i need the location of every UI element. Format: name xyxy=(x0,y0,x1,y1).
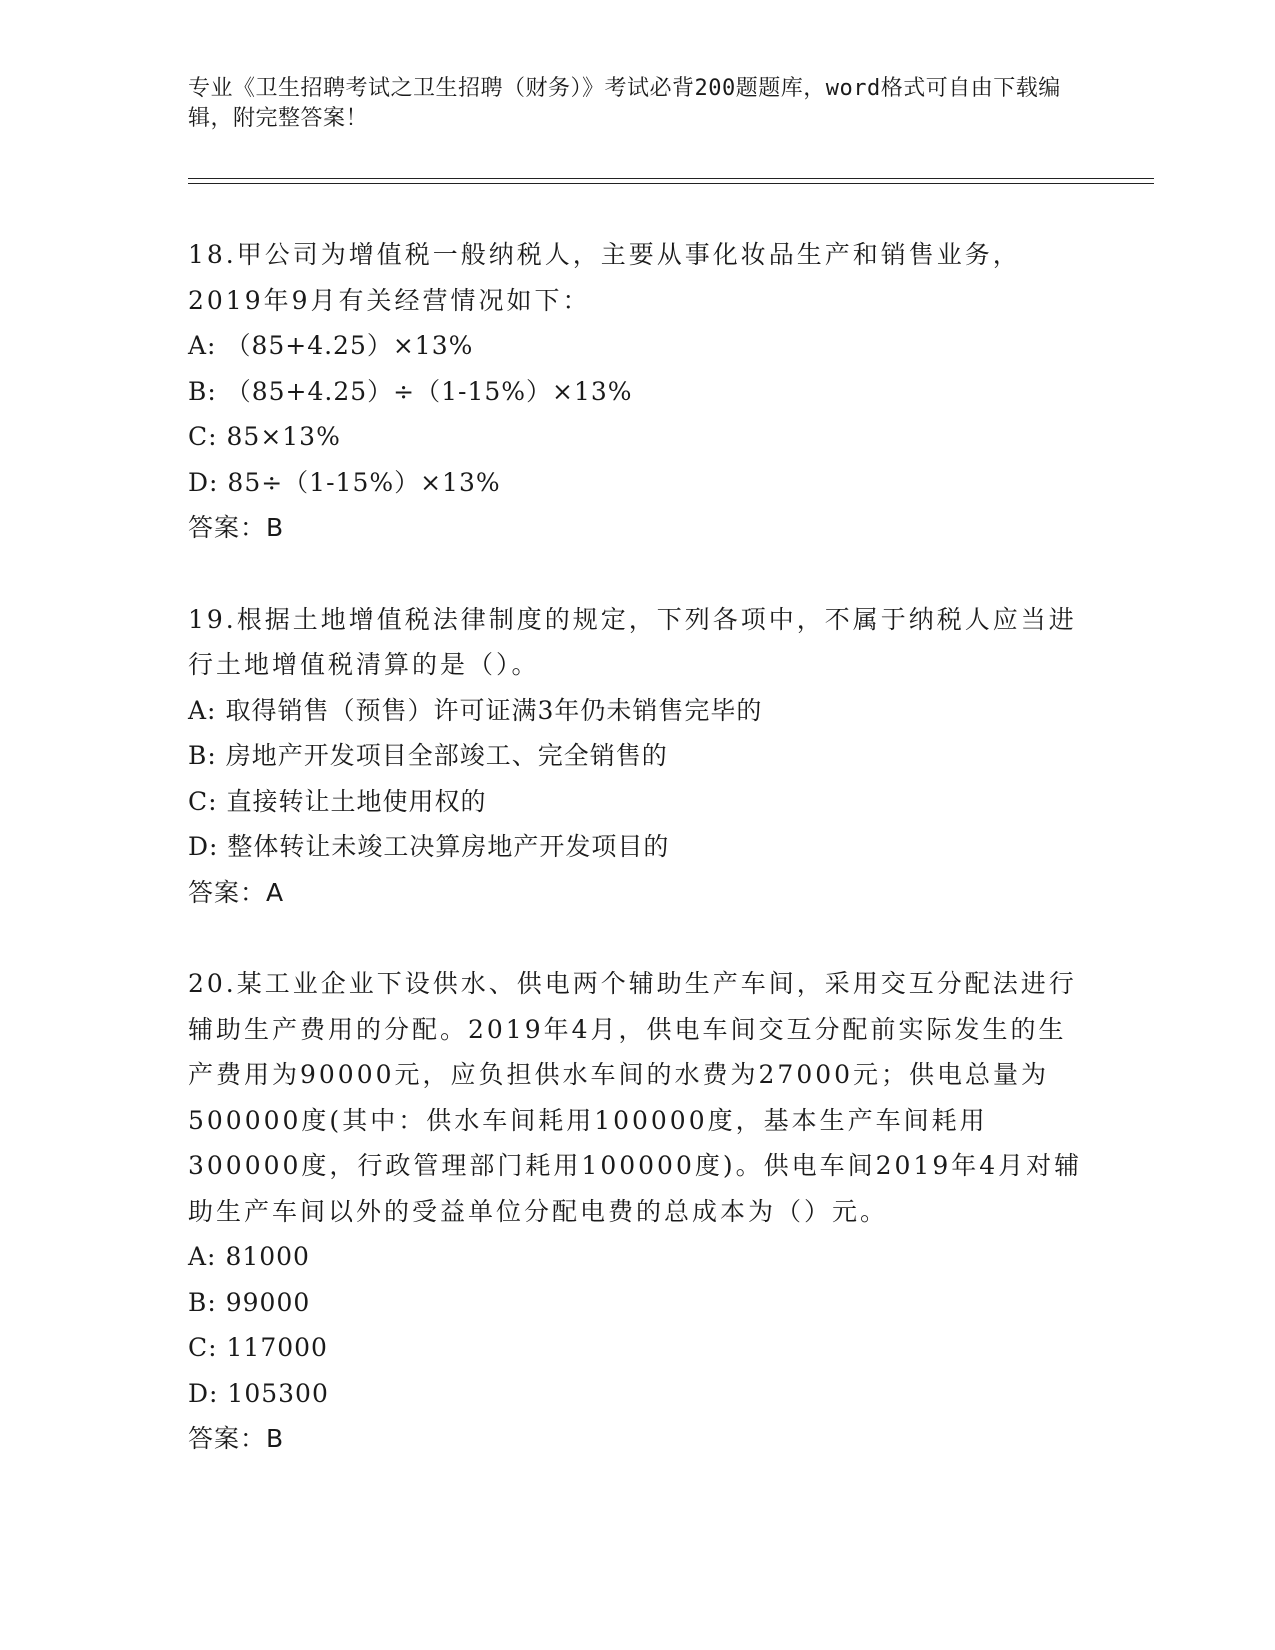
option-text: 81000 xyxy=(225,1242,310,1271)
answer-line: 答案：A xyxy=(188,877,285,907)
option-text: 105300 xyxy=(227,1378,329,1408)
header-divider-bottom xyxy=(188,183,1154,184)
option-c xyxy=(188,779,1088,825)
option-label: B: xyxy=(188,1287,217,1317)
option-a xyxy=(188,323,1088,369)
option-text: 85×13% xyxy=(226,422,341,451)
option-text: 117000 xyxy=(226,1333,328,1362)
option-d xyxy=(188,1371,1088,1417)
option-text: 直接转让土地使用权的 xyxy=(226,786,487,816)
question-20 xyxy=(188,961,1088,1462)
question-list xyxy=(188,232,1088,1508)
option-label: A: xyxy=(188,695,217,725)
option-b xyxy=(188,1280,1088,1326)
option-label: D: xyxy=(188,832,219,861)
option-b xyxy=(188,733,1088,779)
option-label: D: xyxy=(188,467,219,497)
option-label: B: xyxy=(188,376,217,406)
question-19 xyxy=(188,597,1088,916)
option-d xyxy=(188,460,1088,506)
question-stem: 19.根据土地增值税法律制度的规定，下列各项中，不属于纳税人应当进行土地增值税清算的是（）。 xyxy=(188,604,1077,679)
option-label: A: xyxy=(188,1242,217,1271)
option-text: 85÷（1-15%）×13% xyxy=(227,467,501,497)
question-18 xyxy=(188,232,1088,551)
option-b xyxy=(188,369,1088,415)
header-divider-top xyxy=(188,178,1154,179)
question-stem: 18.甲公司为增值税一般纳税人，主要从事化妆品生产和销售业务，2019年9月有关经营情况如下： xyxy=(188,240,1021,315)
option-text: 取得销售（预售）许可证满3年仍未销售完毕的 xyxy=(225,695,763,725)
option-label: C: xyxy=(188,786,218,816)
option-a xyxy=(188,688,1088,734)
option-label: B: xyxy=(188,741,217,770)
option-c xyxy=(188,1325,1088,1371)
option-text: 房地产开发项目全部竣工、完全销售的 xyxy=(225,741,668,770)
option-text: （85+4.25）÷（1-15%）×13% xyxy=(225,376,633,406)
option-text: （85+4.25）×13% xyxy=(225,331,474,360)
question-stem: 20.某工业企业下设供水、供电两个辅助生产车间，采用交互分配法进行辅助生产费用的分配。2019年4月，供电车间交互分配前实际发生的生产费用为90000元，应负担供水车间的水费为27000元；供电总量为500000度(其中：供水车间耗用100000度，基本生产车间耗用300000度，行政管理部门耗用100000度)。供电车间2019年4月对辅助生产车间以外的受益单位分配电费的总成本为（）元。 xyxy=(188,969,1083,1226)
document-header: 专业《卫生招聘考试之卫生招聘（财务）》考试必背200题题库，word格式可自由下载编辑，附完整答案！ xyxy=(188,76,1061,131)
answer-line: 答案：B xyxy=(188,513,285,542)
option-label: A: xyxy=(188,331,217,360)
option-label: C: xyxy=(188,422,218,451)
option-label: C: xyxy=(188,1333,218,1362)
option-label: D: xyxy=(188,1378,219,1408)
option-d xyxy=(188,824,1088,870)
option-text: 99000 xyxy=(225,1287,311,1317)
option-c xyxy=(188,414,1088,460)
option-a xyxy=(188,1234,1088,1280)
answer-line: 答案：B xyxy=(188,1424,285,1453)
option-text: 整体转让未竣工决算房地产开发项目的 xyxy=(227,832,670,861)
